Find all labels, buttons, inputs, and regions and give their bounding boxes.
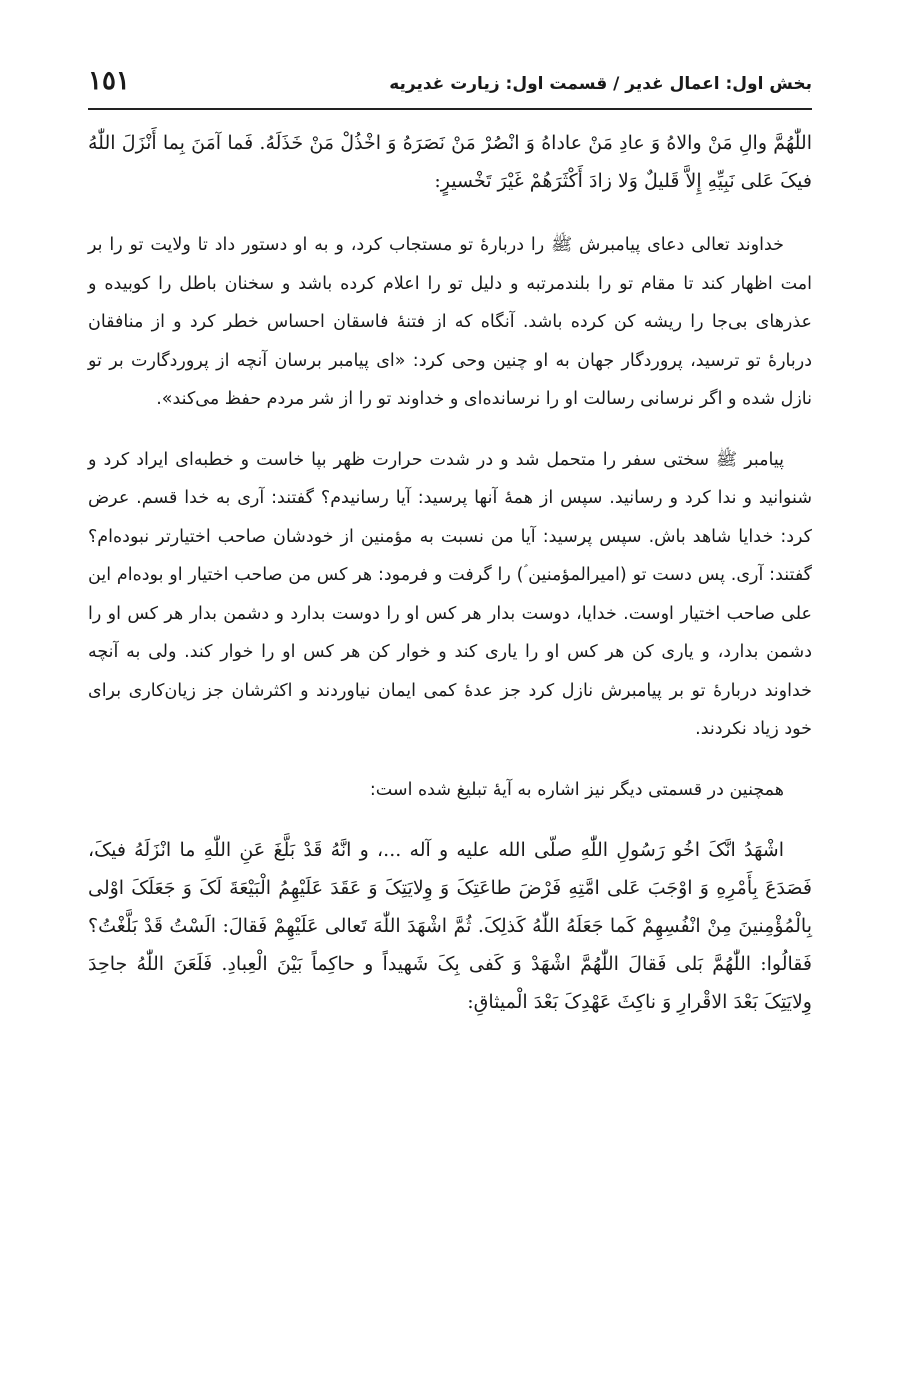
- persian-paragraph-1: خداوند تعالی دعای پیامبرش ﷺ را دربارهٔ تو مستجاب کرد، و به او دستور داد تا ولایت تو را بر امت اظهار کند تا مقام تو را بلندمرتبه و دلیل تو را اعلام کرده باشد و سخنان باطل را کوبیده و عذرهای بی‌جا را ریشه کن کرده باشد. آنگاه که از فتنهٔ فاسقان احساس خطر کرد و از منافقان دربارهٔ تو ترسید، پروردگار جهان به او چنین وحی کرد: «ای پیامبر برسان آنچه از پروردگارت بر تو نازل شده و اگر نرسانی رسالت او را نرسانده‌ای و خداوند تو را از شر مردم حفظ می‌کند».: [88, 235, 812, 409]
- page-content: [88, 124, 812, 1021]
- persian-paragraph-2: پیامبر ﷺ سختی سفر را متحمل شد و در شدت حرارت ظهر بپا خاست و خطبه‌ای ایراد کرد و شنوانید و ندا کرد و رسانید. سپس از همهٔ آنها پرسید: آیا رسانیدم؟ گفتند: آری به خدا قسم. عرض کرد: خدایا شاهد باش. سپس پرسید: آیا من نسبت به مؤمنین از خودشان صاحب اختیارتر نبوده‌ام؟ گفتند: آری. پس دست تو (امیرالمؤمنین ؑ) را گرفت و فرمود: هر کس من صاحب اختیار او بوده‌ام این علی صاحب اختیار اوست. خدایا، دوست بدار هر کس او را دوست بدارد و دشمن بدار هر کس او را دشمن بدارد، و یاری کن هر کس او را یاری کند و خوار کن هر کس او را خوار کند. ولی به آنچه خداوند دربارهٔ تو بر پیامبرش نازل کرد جز عدهٔ کمی ایمان نیاوردند و اکثرشان جز زیان‌کاری برای خود زیاد نکردند.: [88, 449, 812, 739]
- arabic-passage-1: اللّٰهُمَّ والِ مَنْ والاهُ وَ عادِ مَنْ عاداهُ وَ انْصُرْ مَنْ نَصَرَهُ وَ اخْذُلْ مَنْ خَذَلَهُ. فَما آمَنَ بِما أَنْزَلَ اللّٰهُ فیکَ عَلی نَبِیِّهِ إِلاَّ قَلیلٌ وَلا زادَ أَکْثَرَهُمْ غَیْرَ تَخْسیرٍ:: [88, 132, 812, 192]
- persian-paragraph-3: همچنین در قسمتی دیگر نیز اشاره به آیهٔ تبلیغ شده است:: [369, 779, 784, 800]
- section-title: بخش اول: اعمال غدیر / قسمت اول: زیارت غدیریه: [389, 74, 812, 94]
- page-number: ١٥١: [88, 66, 130, 96]
- arabic-passage-2: اشْهَدُ انَّکَ اخُو رَسُولِ اللّٰهِ صلّی الله علیه و آله ...، و انَّهُ قَدْ بَلَّغَ عَنِ اللّٰهِ ما انْزَلَهُ فیکَ، فَصَدَعَ بِأَمْرِهِ وَ اوْجَبَ عَلی امَّتِهِ فَرْضَ طاعَتِکَ وَ وِلایَتِکَ وَ عَقَدَ عَلَیْهِمُ الْبَیْعَةَ لَکَ وَ جَعَلَکَ اوْلی بِالْمُؤْمِنینَ مِنْ انْفُسِهِمْ کَما جَعَلَهُ اللّٰهُ کَذلِکَ. ثُمَّ اشْهَدَ اللّٰهَ تَعالی عَلَیْهِمْ فَقالَ: الَسْتُ قَدْ بَلَّغْتُ؟ فَقالُوا: اللّٰهُمَّ بَلی فَقالَ اللّٰهُمَّ اشْهَدْ وَ کَفی بِکَ شَهیداً و حاکِماً بَیْنَ الْعِبادِ. فَلَعَنَ اللّٰهُ جاحِدَ وِلایَتِکَ بَعْدَ الاقْرارِ وَ ناکِثَ عَهْدِکَ بَعْدَ الْمیثاقِ:: [88, 839, 812, 1013]
- running-header: [88, 60, 812, 110]
- book-page: [88, 60, 812, 1047]
